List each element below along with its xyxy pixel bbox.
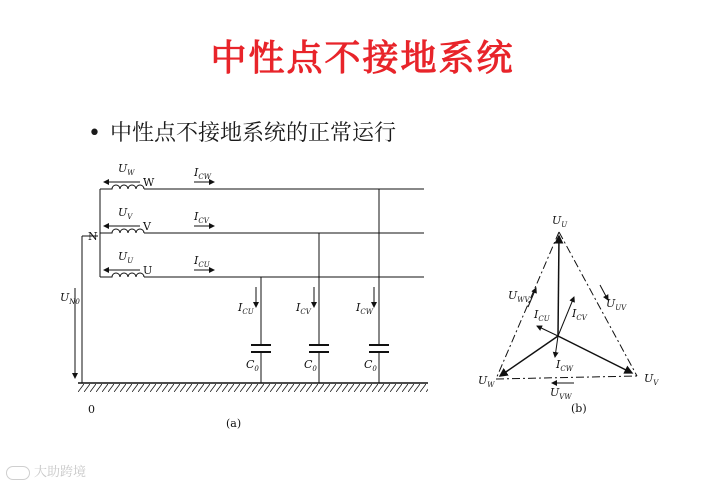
label-icw: $I_{CW}$: [194, 166, 211, 181]
label-b-icu: $I_{CU}$: [534, 308, 550, 323]
label-icv: $I_{CV}$: [194, 210, 209, 225]
label-branch-icv: $I_{CV}$: [296, 301, 311, 316]
label-neutral: N: [88, 230, 98, 243]
label-phase-v: V: [143, 220, 151, 233]
label-icu: $I_{CU}$: [194, 254, 210, 269]
caption-a: (a): [226, 417, 242, 430]
label-vertex-uv: $U_V$: [644, 372, 659, 387]
figure-b-labels: [478, 214, 659, 415]
label-b-icw: $I_{CW}$: [556, 358, 573, 373]
label-phase-u: U: [143, 264, 153, 277]
watermark: [6, 461, 86, 480]
coil-u: [100, 273, 144, 277]
coil-w: [100, 185, 144, 189]
label-vertex-uw: $U_W$: [478, 374, 495, 389]
label-phase-w: W: [143, 176, 155, 189]
coil-v: [100, 229, 144, 233]
label-ground: 0: [88, 403, 95, 416]
label-uw: $U_W$: [118, 162, 135, 177]
bullet-icon: •: [88, 121, 101, 146]
watermark-text: 大助跨境: [34, 465, 87, 480]
bullet-text: 中性点不接地系统的正常运行: [110, 121, 397, 146]
slide-title: 中性点不接地系统: [210, 38, 515, 79]
caption-b: (b): [571, 402, 587, 415]
label-branch-icu: $I_{CU}$: [238, 301, 254, 316]
label-c0-1: $C_0$: [246, 358, 259, 373]
label-c0-2: $C_0$: [304, 358, 317, 373]
label-b-icv: $I_{CV}$: [572, 307, 587, 322]
label-uv: $U_V$: [118, 206, 133, 221]
label-uwv: $U_{WV}$: [508, 289, 530, 304]
label-uuv: $U_{UV}$: [606, 297, 627, 312]
label-branch-icw: $I_{CW}$: [356, 301, 373, 316]
label-uu: $U_U$: [118, 250, 134, 265]
label-uvw: $U_{VW}$: [550, 386, 572, 401]
label-c0-3: $C_0$: [364, 358, 377, 373]
watermark-logo-icon: [6, 466, 30, 480]
label-vertex-uu: $U_U$: [552, 214, 568, 229]
label-un0: $U_{N0}$: [60, 291, 80, 306]
